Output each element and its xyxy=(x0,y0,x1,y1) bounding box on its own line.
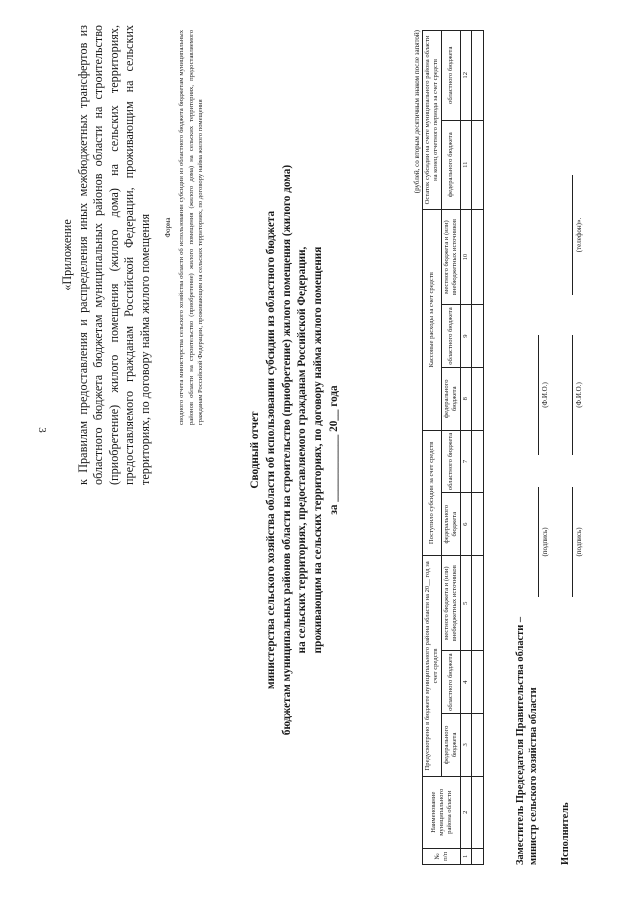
header-district-name: Наименование муниципального района области xyxy=(423,776,461,848)
report-title xyxy=(248,35,343,865)
col-number: 3 xyxy=(461,714,472,777)
form-label: Форма xyxy=(164,217,172,238)
executor-name-line xyxy=(572,335,574,455)
executor-phone-line xyxy=(572,175,574,295)
executor-signature-line xyxy=(572,487,574,597)
col-number: 8 xyxy=(461,367,472,430)
form-description: сводного отчета министерства сельского хозяйства области об использовании субсидии из областного бюджета бюджетам муниципальных районов области на строительство (приобретение) жилого помещения (жилого дома) на сельских территориях, предоставляемого гражданам Российской Федерации, проживающим на сельских территориях, по договору найма жилого помещения xyxy=(178,30,205,425)
sub-federal: федерального бюджета xyxy=(442,367,461,430)
table-subheader-row xyxy=(442,31,461,865)
sub-regional: областного бюджета xyxy=(442,651,461,714)
signer-signature-caption: (подпись) xyxy=(541,527,549,557)
empty-cell xyxy=(472,430,484,493)
title-line-6: за ____________ 20__ года xyxy=(327,385,340,515)
table-number-row xyxy=(461,31,472,865)
executor-phone-caption: (телефон)». xyxy=(575,217,583,253)
empty-cell xyxy=(472,556,484,651)
table-header-row xyxy=(423,31,442,865)
title-line-5: проживающим на сельских территориях, по договору найма жилого помещения xyxy=(312,246,325,654)
col-number: 10 xyxy=(461,209,472,304)
header-expenses: Кассовые расходы за счет средств xyxy=(423,209,442,430)
signer-line-1: Заместитель Председателя Правительства области – xyxy=(515,616,526,865)
empty-cell xyxy=(472,651,484,714)
title-line-1: Сводный отчет xyxy=(249,411,261,489)
appendix-header xyxy=(60,25,154,485)
report-table xyxy=(422,30,484,865)
empty-cell xyxy=(472,714,484,777)
sub-federal: федерального бюджета xyxy=(442,120,461,209)
col-number: 1 xyxy=(461,848,472,864)
col-number: 6 xyxy=(461,493,472,556)
title-line-3: бюджетам муниципальных районов области на строительство (приобретение) жилого помещения (жилого дома) xyxy=(280,164,293,736)
sub-federal: федерального бюджета xyxy=(442,493,461,556)
executor-label: Исполнитель xyxy=(560,802,571,865)
empty-cell xyxy=(472,493,484,556)
form-caption xyxy=(164,30,206,425)
empty-cell xyxy=(472,848,484,864)
col-number: 2 xyxy=(461,776,472,848)
signer-title xyxy=(514,617,540,865)
header-balance: Остаток субсидии на счете муниципального района области на конец отчетного периода за счет средств xyxy=(423,31,442,210)
header-received: Поступило субсидии за счет средств xyxy=(423,430,442,555)
appendix-text: к Правилам предоставления и распределения иных межбюджетных трансфертов из областного бюджета бюджетам муниципальных районов области на строительство (приобретение) жилого помещения (жилого дома) на сельских территориях, предоставляемого гражданам Российской Федерации, проживающим на сельских территориях, по договору найма жилого помещения xyxy=(75,25,152,485)
executor-name-caption: (Ф.И.О.) xyxy=(575,382,583,408)
empty-cell xyxy=(472,120,484,209)
table-empty-row xyxy=(472,31,484,865)
title-line-4: на сельских территориях, предоставляемого гражданам Российской Федерации, xyxy=(296,246,309,654)
col-number: 12 xyxy=(461,31,472,121)
empty-cell xyxy=(472,31,484,121)
empty-cell xyxy=(472,305,484,368)
page-number: 3 xyxy=(35,427,48,433)
sub-regional: областного бюджета xyxy=(442,430,461,493)
header-planned: Предусмотрено в бюджете муниципального района области на 20__ год за счет средств xyxy=(423,556,442,777)
sub-regional: областного бюджета xyxy=(442,31,461,121)
signer-line-2: министр сельского хозяйства области xyxy=(528,687,539,865)
header-num: № п/п xyxy=(423,848,461,864)
signer-signature-line xyxy=(538,487,540,597)
appendix-label: «Приложение xyxy=(60,219,74,291)
executor-signature-caption: (подпись) xyxy=(575,527,583,557)
rotated-page-content xyxy=(60,20,583,885)
col-number: 9 xyxy=(461,305,472,368)
sub-federal: федерального бюджета xyxy=(442,714,461,777)
sub-regional: областного бюджета xyxy=(442,305,461,368)
empty-cell xyxy=(472,367,484,430)
sub-local: местного бюджета и (или) внебюджетных источников xyxy=(442,209,461,304)
signer-name-line xyxy=(538,335,540,455)
empty-cell xyxy=(472,776,484,848)
col-number: 4 xyxy=(461,651,472,714)
units-note: (рублей, со вторым десятичным знаком после запятой) xyxy=(413,30,421,194)
col-number: 7 xyxy=(461,430,472,493)
empty-cell xyxy=(472,209,484,304)
signer-name-caption: (Ф.И.О.) xyxy=(541,382,549,408)
col-number: 5 xyxy=(461,556,472,651)
title-line-2: министерства сельского хозяйства области об использовании субсидии из областного бюджета xyxy=(264,210,277,690)
sub-local: местного бюджета и (или) внебюджетных источников xyxy=(442,556,461,651)
col-number: 11 xyxy=(461,120,472,209)
